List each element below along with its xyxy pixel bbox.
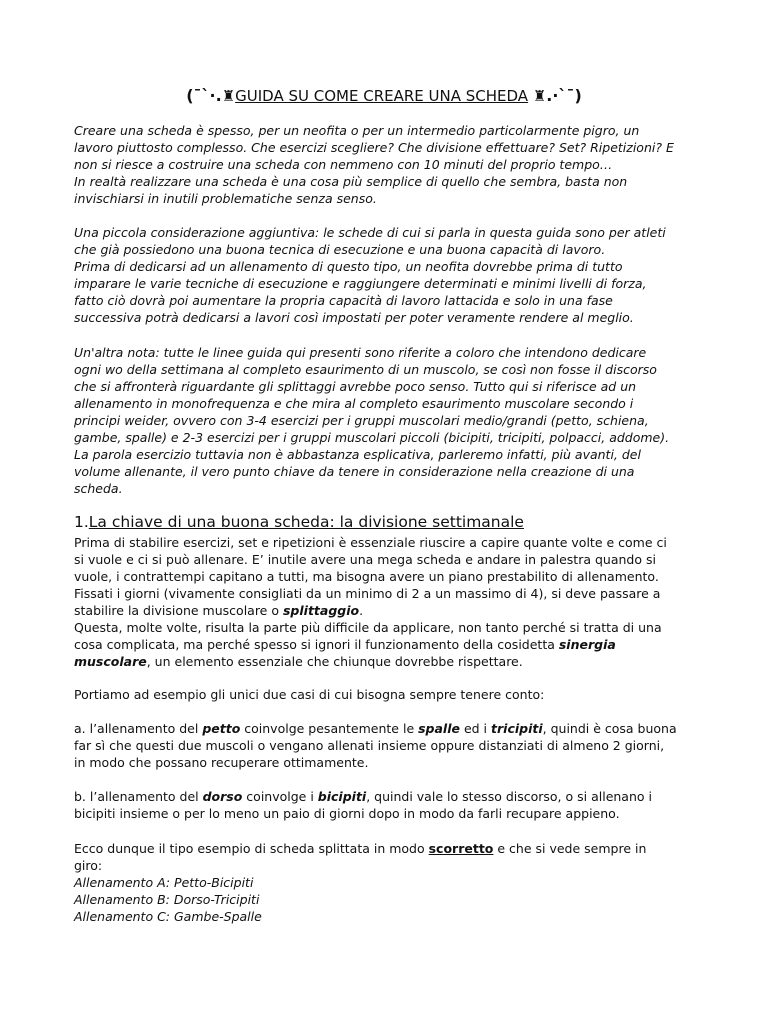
text-fragment: , un elemento essenziale che chiunque dovrebbe rispettare. — [146, 654, 523, 669]
section-heading-text: La chiave di una buona scheda: la divisione settimanale — [88, 513, 524, 531]
text-fragment: ed i — [459, 721, 492, 736]
text-line: Questa, molte volte, risulta la parte più difficile da applicare, non tanto perché si tratta di una — [74, 620, 662, 635]
term-muscolare: muscolare — [74, 654, 147, 669]
term-splittaggio: splittaggio — [282, 603, 360, 618]
text-line: che si affronterà riguardante gli splittaggi avrebbe poco senso. Tutto qui si riferisce ad un — [74, 379, 637, 394]
section-paragraph-1 — [74, 534, 704, 670]
text-line: giro: — [74, 858, 103, 873]
text-line: non si riesce a costruire una scheda con nemmeno con 10 minuti del proprio tempo… — [74, 157, 613, 172]
tower-icon-right: ♜ — [532, 87, 547, 105]
text-fragment: stabilire la divisione muscolare o — [74, 603, 283, 618]
text-line: invischiarsi in inutili problematiche senza senso. — [74, 191, 377, 206]
consideration-paragraph — [74, 224, 704, 326]
case-a-paragraph — [74, 720, 704, 771]
term-bicipiti: bicipiti — [317, 789, 367, 804]
text-line: La parola esercizio tuttavia non è abbastanza esplicativa, parleremo infatti, più avanti, del — [74, 447, 641, 462]
tower-icon-left: ♜ — [221, 87, 236, 105]
text-line — [74, 602, 704, 619]
workout-c: Allenamento C: Gambe-Spalle — [74, 909, 262, 924]
text-line: imparare le varie tecniche di esecuzione e raggiungere determinati e minimi livelli di forza, — [74, 276, 647, 291]
section-number: 1. — [74, 513, 89, 531]
text-fragment: cosa complicata, ma perché spesso si ignori il funzionamento della cosidetta — [74, 637, 559, 652]
text-line: lavoro piuttosto complesso. Che esercizi scegliere? Che divisione effettuare? Set? Ripetizioni? E — [74, 140, 674, 155]
text-line: vuole, i contrattempi capitano a tutti, ma bisogna avere un piano prestabilito di allenamento. — [74, 569, 659, 584]
term-scorretto: scorretto — [428, 841, 494, 856]
text-line: Portiamo ad esempio gli unici due casi di cui bisogna sempre tenere conto: — [74, 687, 545, 702]
text-line: si vuole e ci si può allenare. E’ inutile avere una mega scheda e andare in palestra quando si — [74, 552, 656, 567]
note-paragraph — [74, 344, 704, 497]
text-line: successiva potrà dedicarsi a lavori così impostati per poter veramente rendere al meglio. — [74, 310, 634, 325]
text-fragment: b. l’allenamento del — [74, 789, 203, 804]
text-line: in modo che possano recuperare ottimamente. — [74, 755, 369, 770]
text-line: scheda. — [74, 481, 123, 496]
text-fragment: e che si vede sempre in — [493, 841, 647, 856]
text-line: In realtà realizzare una scheda è una cosa più semplice di quello che sembra, basta non — [74, 174, 628, 189]
section-heading — [74, 513, 704, 531]
text-fragment: coinvolge pesantemente le — [240, 721, 419, 736]
text-line: gambe, spalle) e 2-3 esercizi per i gruppi muscolari piccoli (bicipiti, tricipiti, polpacci, addome). — [74, 430, 670, 445]
workout-b: Allenamento B: Dorso-Tricipiti — [74, 892, 260, 907]
text-line: ogni wo della settimana al completo esaurimento di un muscolo, se così non fosse il discorso — [74, 362, 657, 377]
text-line — [74, 653, 704, 670]
text-line: Un'altra nota: tutte le linee guida qui presenti sono riferite a coloro che intendono dedicare — [74, 345, 647, 360]
term-sinergia: sinergia — [558, 637, 616, 652]
text-line: Prima di stabilire esercizi, set e ripetizioni è essenziale riuscire a capire quante volte e come ci — [74, 535, 667, 550]
text-fragment: . — [359, 603, 364, 618]
text-fragment: a. l’allenamento del — [74, 721, 203, 736]
intro-paragraph — [74, 122, 704, 207]
term-spalle: spalle — [418, 721, 460, 736]
example-paragraph — [74, 840, 704, 925]
text-line — [74, 840, 704, 857]
text-line — [74, 720, 704, 737]
text-line: far sì che questi due muscoli o vengano allenati insieme oppure distanziati di almeno 2 giorni, — [74, 738, 665, 753]
text-line: volume allenante, il vero punto chiave da tenere in considerazione nella creazione di una — [74, 464, 635, 479]
text-line — [74, 636, 704, 653]
text-line: bicipiti insieme o per lo meno un paio di giorni dopo in modo da farli recupare appieno. — [74, 806, 620, 821]
text-line: fatto ciò dovrà poi aumentare la propria capacità di lavoro lattacida e solo in una fase — [74, 293, 613, 308]
text-fragment: , quindi vale lo stesso discorso, o si allenano i — [366, 789, 652, 804]
text-line: Prima di dedicarsi ad un allenamento di questo tipo, un neofita dovrebbe prima di tutto — [74, 259, 623, 274]
text-line: Una piccola considerazione aggiuntiva: le schede di cui si parla in questa guida sono per atleti — [74, 225, 666, 240]
text-line: che già possiedono una buona tecnica di esecuzione e una buona capacità di lavoro. — [74, 242, 606, 257]
section-paragraph-3 — [74, 686, 704, 703]
title-text: GUIDA SU COME CREARE UNA SCHEDA — [235, 87, 529, 105]
document-title — [0, 86, 768, 105]
title-deco-left: (¯`·. — [186, 86, 222, 105]
workout-a: Allenamento A: Petto-Bicipiti — [74, 875, 254, 890]
term-petto: petto — [202, 721, 241, 736]
term-tricipiti: tricipiti — [491, 721, 543, 736]
text-fragment: coinvolge i — [242, 789, 318, 804]
term-dorso: dorso — [202, 789, 243, 804]
text-line: Creare una scheda è spesso, per un neofita o per un intermedio particolarmente pigro, un — [74, 123, 640, 138]
text-fragment: Ecco dunque il tipo esempio di scheda splittata in modo — [74, 841, 429, 856]
text-line — [74, 788, 704, 805]
text-fragment: , quindi è cosa buona — [542, 721, 677, 736]
title-deco-right: .·`¯) — [546, 86, 582, 105]
text-line: Fissati i giorni (vivamente consigliati da un minimo di 2 a un massimo di 4), si deve passare a — [74, 586, 661, 601]
text-line: principi weider, ovvero con 3-4 esercizi per i gruppi muscolari medio/grandi (petto, schiena, — [74, 413, 649, 428]
case-b-paragraph — [74, 788, 704, 822]
text-line: allenamento in monofrequenza e che mira al completo esaurimento muscolare secondo i — [74, 396, 634, 411]
